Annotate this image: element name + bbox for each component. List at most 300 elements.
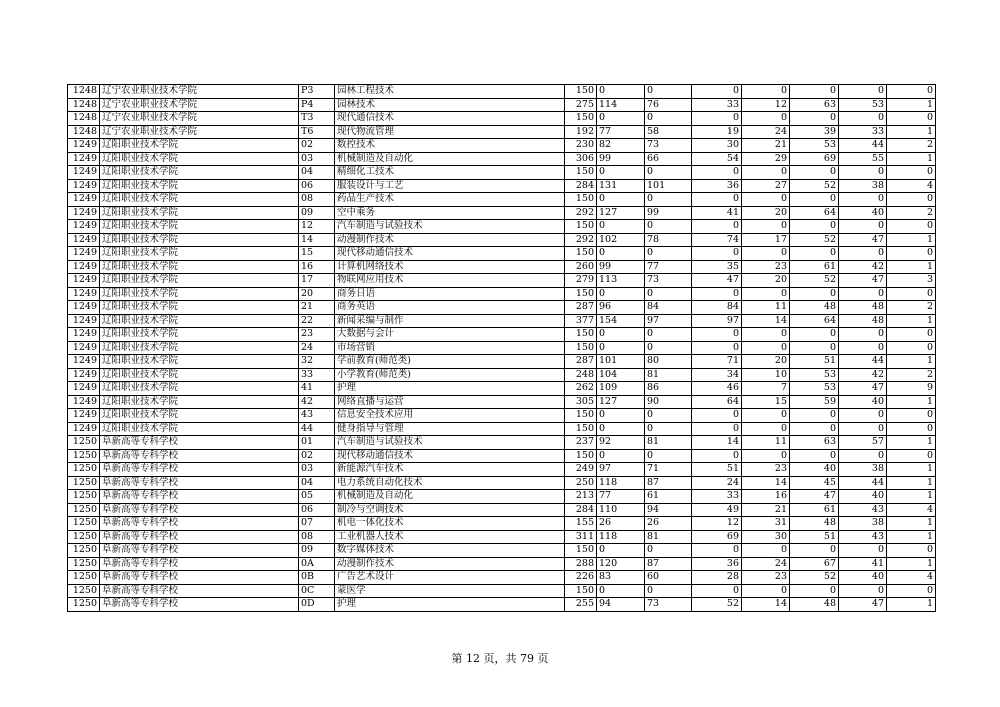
- cell-col-10: 0: [790, 166, 839, 180]
- cell-col-9: 17: [742, 233, 790, 247]
- cell-school-code: 1248: [68, 98, 100, 112]
- cell-major-name: 商务英语: [335, 301, 565, 315]
- cell-col-6: 0: [597, 584, 645, 598]
- cell-col-10: 0: [790, 247, 839, 261]
- cell-school-name: 阜新高等专科学校: [100, 584, 299, 598]
- cell-col-11: 57: [839, 436, 887, 450]
- cell-col-8: 0: [692, 166, 742, 180]
- cell-col-12: 9: [887, 382, 936, 396]
- cell-school-name: 阜新高等专科学校: [100, 571, 299, 585]
- cell-col-10: 52: [790, 571, 839, 585]
- cell-major-name: 精细化工技术: [335, 166, 565, 180]
- cell-col-8: 51: [692, 463, 742, 477]
- cell-col-9: 20: [742, 355, 790, 369]
- cell-col-10: 0: [790, 287, 839, 301]
- cell-school-code: 1249: [68, 193, 100, 207]
- cell-col-8: 36: [692, 557, 742, 571]
- cell-col-6: 127: [597, 395, 645, 409]
- cell-school-code: 1250: [68, 571, 100, 585]
- cell-plan-count: 287: [565, 355, 597, 369]
- cell-school-code: 1250: [68, 584, 100, 598]
- cell-col-10: 51: [790, 355, 839, 369]
- cell-school-name: 阜新高等专科学校: [100, 436, 299, 450]
- cell-col-12: 0: [887, 247, 936, 261]
- cell-col-7: 0: [645, 166, 692, 180]
- cell-col-12: 1: [887, 517, 936, 531]
- page-footer: 第 12 页，共 79 页: [451, 652, 549, 665]
- cell-major-code: 24: [299, 341, 335, 355]
- cell-school-name: 辽阳职业技术学院: [100, 287, 299, 301]
- cell-col-10: 64: [790, 314, 839, 328]
- cell-plan-count: 311: [565, 530, 597, 544]
- cell-col-11: 0: [839, 193, 887, 207]
- cell-major-name: 机电一体化技术: [335, 517, 565, 531]
- cell-major-name: 现代通信技术: [335, 112, 565, 126]
- cell-major-name: 小学教育(师范类): [335, 368, 565, 382]
- cell-school-name: 辽阳职业技术学院: [100, 395, 299, 409]
- cell-school-code: 1250: [68, 598, 100, 612]
- cell-col-8: 0: [692, 409, 742, 423]
- cell-col-9: 0: [742, 193, 790, 207]
- cell-school-name: 辽阳职业技术学院: [100, 220, 299, 234]
- cell-col-10: 0: [790, 341, 839, 355]
- cell-col-7: 26: [645, 517, 692, 531]
- cell-col-11: 0: [839, 449, 887, 463]
- cell-major-name: 汽车制造与试验技术: [335, 220, 565, 234]
- cell-col-6: 96: [597, 301, 645, 315]
- cell-major-name: 商务日语: [335, 287, 565, 301]
- cell-major-name: 动漫制作技术: [335, 557, 565, 571]
- cell-col-9: 20: [742, 206, 790, 220]
- cell-plan-count: 284: [565, 179, 597, 193]
- cell-school-name: 辽阳职业技术学院: [100, 328, 299, 342]
- cell-col-7: 0: [645, 341, 692, 355]
- cell-major-name: 制冷与空调技术: [335, 503, 565, 517]
- cell-plan-count: 150: [565, 328, 597, 342]
- cell-major-code: P4: [299, 98, 335, 112]
- cell-col-7: 0: [645, 328, 692, 342]
- cell-major-name: 服装设计与工艺: [335, 179, 565, 193]
- cell-col-7: 0: [645, 85, 692, 99]
- table-row: [68, 98, 936, 112]
- cell-major-name: 物联网应用技术: [335, 274, 565, 288]
- table-row: [68, 598, 936, 612]
- cell-major-name: 动漫制作技术: [335, 233, 565, 247]
- table-row: [68, 179, 936, 193]
- cell-plan-count: 255: [565, 598, 597, 612]
- cell-col-6: 99: [597, 260, 645, 274]
- cell-plan-count: 284: [565, 503, 597, 517]
- cell-school-code: 1249: [68, 233, 100, 247]
- cell-col-7: 86: [645, 382, 692, 396]
- cell-col-7: 101: [645, 179, 692, 193]
- cell-col-9: 21: [742, 503, 790, 517]
- cell-col-8: 33: [692, 98, 742, 112]
- table-row: [68, 152, 936, 166]
- cell-col-11: 44: [839, 355, 887, 369]
- cell-col-12: 1: [887, 395, 936, 409]
- cell-school-code: 1249: [68, 274, 100, 288]
- cell-col-11: 48: [839, 314, 887, 328]
- cell-major-code: 03: [299, 463, 335, 477]
- cell-col-12: 2: [887, 206, 936, 220]
- cell-col-8: 52: [692, 598, 742, 612]
- table-row: [68, 503, 936, 517]
- cell-major-name: 数字媒体技术: [335, 544, 565, 558]
- cell-col-9: 21: [742, 139, 790, 153]
- cell-col-8: 0: [692, 247, 742, 261]
- cell-col-9: 0: [742, 584, 790, 598]
- cell-col-9: 0: [742, 449, 790, 463]
- cell-col-8: 71: [692, 355, 742, 369]
- cell-col-9: 16: [742, 490, 790, 504]
- cell-col-6: 77: [597, 125, 645, 139]
- cell-col-7: 87: [645, 557, 692, 571]
- cell-col-10: 0: [790, 112, 839, 126]
- table-row: [68, 382, 936, 396]
- cell-major-code: 0B: [299, 571, 335, 585]
- cell-major-name: 网络直播与运营: [335, 395, 565, 409]
- cell-major-name: 电力系统自动化技术: [335, 476, 565, 490]
- table-row: [68, 544, 936, 558]
- cell-col-9: 15: [742, 395, 790, 409]
- cell-school-code: 1249: [68, 355, 100, 369]
- table-row: [68, 530, 936, 544]
- cell-col-7: 0: [645, 544, 692, 558]
- cell-col-8: 0: [692, 193, 742, 207]
- cell-school-name: 辽阳职业技术学院: [100, 166, 299, 180]
- cell-col-12: 1: [887, 233, 936, 247]
- cell-col-7: 90: [645, 395, 692, 409]
- cell-col-8: 49: [692, 503, 742, 517]
- cell-col-11: 0: [839, 287, 887, 301]
- cell-school-name: 阜新高等专科学校: [100, 598, 299, 612]
- cell-col-9: 11: [742, 436, 790, 450]
- cell-col-8: 24: [692, 476, 742, 490]
- cell-school-code: 1248: [68, 85, 100, 99]
- cell-school-name: 辽宁农业职业技术学院: [100, 85, 299, 99]
- table-row: [68, 584, 936, 598]
- table-row: [68, 557, 936, 571]
- cell-col-11: 40: [839, 395, 887, 409]
- cell-school-code: 1250: [68, 449, 100, 463]
- cell-col-10: 53: [790, 368, 839, 382]
- cell-plan-count: 192: [565, 125, 597, 139]
- cell-school-name: 辽宁农业职业技术学院: [100, 98, 299, 112]
- table-row: [68, 328, 936, 342]
- cell-school-name: 辽阳职业技术学院: [100, 247, 299, 261]
- cell-col-9: 0: [742, 544, 790, 558]
- cell-col-8: 36: [692, 179, 742, 193]
- cell-col-6: 0: [597, 328, 645, 342]
- cell-school-code: 1249: [68, 382, 100, 396]
- cell-major-name: 工业机器人技术: [335, 530, 565, 544]
- cell-major-name: 护理: [335, 382, 565, 396]
- cell-col-7: 73: [645, 598, 692, 612]
- cell-col-11: 47: [839, 382, 887, 396]
- cell-col-7: 97: [645, 314, 692, 328]
- cell-major-code: 06: [299, 179, 335, 193]
- cell-col-8: 74: [692, 233, 742, 247]
- cell-school-name: 辽阳职业技术学院: [100, 179, 299, 193]
- cell-col-12: 0: [887, 409, 936, 423]
- cell-col-7: 99: [645, 206, 692, 220]
- cell-col-8: 35: [692, 260, 742, 274]
- table-row: [68, 112, 936, 126]
- cell-plan-count: 275: [565, 98, 597, 112]
- cell-plan-count: 292: [565, 233, 597, 247]
- cell-col-6: 0: [597, 247, 645, 261]
- cell-col-10: 63: [790, 98, 839, 112]
- cell-major-code: 08: [299, 530, 335, 544]
- cell-col-12: 1: [887, 314, 936, 328]
- cell-col-11: 0: [839, 166, 887, 180]
- cell-major-name: 汽车制造与试验技术: [335, 436, 565, 450]
- table-row: [68, 274, 936, 288]
- cell-col-7: 80: [645, 355, 692, 369]
- cell-col-9: 27: [742, 179, 790, 193]
- cell-col-11: 40: [839, 571, 887, 585]
- cell-col-11: 0: [839, 247, 887, 261]
- cell-col-6: 77: [597, 490, 645, 504]
- cell-school-code: 1249: [68, 287, 100, 301]
- cell-major-code: 04: [299, 166, 335, 180]
- cell-major-code: 0C: [299, 584, 335, 598]
- cell-col-10: 61: [790, 503, 839, 517]
- cell-col-7: 66: [645, 152, 692, 166]
- cell-major-name: 信息安全技术应用: [335, 409, 565, 423]
- cell-school-code: 1249: [68, 206, 100, 220]
- cell-col-11: 48: [839, 301, 887, 315]
- cell-col-8: 84: [692, 301, 742, 315]
- cell-col-8: 47: [692, 274, 742, 288]
- table-row: [68, 220, 936, 234]
- cell-col-9: 23: [742, 463, 790, 477]
- table-row: [68, 395, 936, 409]
- cell-major-name: 新闻采编与制作: [335, 314, 565, 328]
- cell-plan-count: 150: [565, 422, 597, 436]
- cell-col-8: 14: [692, 436, 742, 450]
- cell-plan-count: 377: [565, 314, 597, 328]
- cell-col-10: 47: [790, 490, 839, 504]
- cell-col-10: 45: [790, 476, 839, 490]
- cell-col-6: 99: [597, 152, 645, 166]
- cell-col-7: 76: [645, 98, 692, 112]
- cell-major-code: 33: [299, 368, 335, 382]
- cell-col-11: 0: [839, 328, 887, 342]
- cell-col-10: 67: [790, 557, 839, 571]
- cell-plan-count: 287: [565, 301, 597, 315]
- cell-col-10: 52: [790, 274, 839, 288]
- cell-major-name: 机械制造及自动化: [335, 152, 565, 166]
- cell-col-10: 48: [790, 598, 839, 612]
- cell-col-7: 77: [645, 260, 692, 274]
- cell-col-8: 0: [692, 422, 742, 436]
- cell-col-11: 41: [839, 557, 887, 571]
- cell-school-code: 1248: [68, 125, 100, 139]
- cell-plan-count: 260: [565, 260, 597, 274]
- cell-col-12: 0: [887, 328, 936, 342]
- table-row: [68, 247, 936, 261]
- cell-col-12: 1: [887, 98, 936, 112]
- cell-major-code: 12: [299, 220, 335, 234]
- cell-col-7: 0: [645, 247, 692, 261]
- cell-col-6: 118: [597, 530, 645, 544]
- cell-col-7: 0: [645, 584, 692, 598]
- cell-col-6: 131: [597, 179, 645, 193]
- cell-major-code: P3: [299, 85, 335, 99]
- cell-major-name: 市场营销: [335, 341, 565, 355]
- cell-col-6: 0: [597, 166, 645, 180]
- cell-col-12: 0: [887, 112, 936, 126]
- cell-col-6: 0: [597, 341, 645, 355]
- cell-school-code: 1250: [68, 503, 100, 517]
- cell-major-code: 15: [299, 247, 335, 261]
- cell-plan-count: 150: [565, 409, 597, 423]
- table-row: [68, 463, 936, 477]
- cell-col-9: 20: [742, 274, 790, 288]
- cell-col-10: 0: [790, 449, 839, 463]
- table-row: [68, 301, 936, 315]
- cell-major-code: 0A: [299, 557, 335, 571]
- cell-col-6: 0: [597, 85, 645, 99]
- cell-col-6: 0: [597, 112, 645, 126]
- cell-major-name: 学前教育(师范类): [335, 355, 565, 369]
- cell-col-10: 61: [790, 260, 839, 274]
- cell-school-code: 1249: [68, 152, 100, 166]
- cell-col-6: 109: [597, 382, 645, 396]
- cell-school-code: 1249: [68, 301, 100, 315]
- cell-col-9: 31: [742, 517, 790, 531]
- table-row: [68, 476, 936, 490]
- cell-col-12: 0: [887, 193, 936, 207]
- cell-school-name: 阜新高等专科学校: [100, 449, 299, 463]
- cell-col-6: 120: [597, 557, 645, 571]
- cell-school-code: 1249: [68, 139, 100, 153]
- cell-col-6: 118: [597, 476, 645, 490]
- cell-col-9: 0: [742, 341, 790, 355]
- cell-col-12: 1: [887, 436, 936, 450]
- cell-major-name: 大数据与会计: [335, 328, 565, 342]
- cell-col-6: 0: [597, 193, 645, 207]
- cell-col-10: 0: [790, 328, 839, 342]
- table-row: [68, 355, 936, 369]
- cell-school-code: 1249: [68, 368, 100, 382]
- cell-school-name: 辽阳职业技术学院: [100, 382, 299, 396]
- cell-major-name: 新能源汽车技术: [335, 463, 565, 477]
- cell-col-12: 1: [887, 557, 936, 571]
- table-row: [68, 490, 936, 504]
- cell-plan-count: 213: [565, 490, 597, 504]
- cell-school-name: 辽阳职业技术学院: [100, 409, 299, 423]
- cell-col-10: 0: [790, 422, 839, 436]
- cell-col-6: 110: [597, 503, 645, 517]
- cell-col-6: 0: [597, 220, 645, 234]
- cell-plan-count: 248: [565, 368, 597, 382]
- cell-school-name: 辽宁农业职业技术学院: [100, 125, 299, 139]
- cell-col-12: 0: [887, 85, 936, 99]
- cell-col-11: 44: [839, 476, 887, 490]
- cell-major-code: T3: [299, 112, 335, 126]
- cell-col-12: 1: [887, 463, 936, 477]
- cell-school-name: 辽阳职业技术学院: [100, 274, 299, 288]
- cell-col-11: 38: [839, 517, 887, 531]
- cell-plan-count: 150: [565, 449, 597, 463]
- cell-col-10: 48: [790, 301, 839, 315]
- table-row: [68, 314, 936, 328]
- cell-col-11: 40: [839, 490, 887, 504]
- cell-col-7: 81: [645, 530, 692, 544]
- cell-major-name: 园林工程技术: [335, 85, 565, 99]
- cell-school-code: 1249: [68, 341, 100, 355]
- cell-col-11: 0: [839, 409, 887, 423]
- cell-plan-count: 292: [565, 206, 597, 220]
- cell-major-code: 09: [299, 544, 335, 558]
- table-row: [68, 206, 936, 220]
- table-row: [68, 449, 936, 463]
- cell-major-code: 16: [299, 260, 335, 274]
- cell-col-11: 40: [839, 206, 887, 220]
- cell-col-9: 7: [742, 382, 790, 396]
- table-row: [68, 233, 936, 247]
- cell-school-code: 1249: [68, 328, 100, 342]
- cell-col-10: 0: [790, 409, 839, 423]
- cell-col-11: 55: [839, 152, 887, 166]
- cell-col-10: 40: [790, 463, 839, 477]
- cell-col-8: 0: [692, 112, 742, 126]
- cell-col-11: 0: [839, 341, 887, 355]
- cell-col-10: 0: [790, 220, 839, 234]
- cell-col-12: 1: [887, 476, 936, 490]
- table-row: [68, 85, 936, 99]
- cell-col-7: 0: [645, 287, 692, 301]
- cell-school-name: 辽阳职业技术学院: [100, 368, 299, 382]
- cell-col-8: 0: [692, 220, 742, 234]
- cell-col-8: 46: [692, 382, 742, 396]
- cell-col-12: 0: [887, 166, 936, 180]
- cell-major-code: 02: [299, 449, 335, 463]
- cell-plan-count: 249: [565, 463, 597, 477]
- table-row: [68, 571, 936, 585]
- cell-col-9: 0: [742, 409, 790, 423]
- cell-col-8: 0: [692, 544, 742, 558]
- cell-school-code: 1249: [68, 422, 100, 436]
- cell-col-11: 0: [839, 85, 887, 99]
- cell-col-7: 94: [645, 503, 692, 517]
- cell-col-7: 71: [645, 463, 692, 477]
- cell-col-9: 14: [742, 476, 790, 490]
- cell-col-8: 0: [692, 341, 742, 355]
- cell-school-code: 1249: [68, 314, 100, 328]
- cell-col-7: 0: [645, 449, 692, 463]
- cell-col-8: 0: [692, 449, 742, 463]
- cell-plan-count: 150: [565, 166, 597, 180]
- cell-col-10: 69: [790, 152, 839, 166]
- cell-col-8: 54: [692, 152, 742, 166]
- cell-col-11: 0: [839, 220, 887, 234]
- cell-col-7: 0: [645, 409, 692, 423]
- cell-col-8: 0: [692, 287, 742, 301]
- cell-school-code: 1248: [68, 112, 100, 126]
- cell-col-10: 53: [790, 139, 839, 153]
- cell-col-9: 23: [742, 571, 790, 585]
- cell-major-name: 现代移动通信技术: [335, 449, 565, 463]
- cell-col-9: 14: [742, 598, 790, 612]
- cell-major-code: 22: [299, 314, 335, 328]
- cell-school-name: 辽阳职业技术学院: [100, 422, 299, 436]
- cell-col-11: 42: [839, 368, 887, 382]
- cell-col-11: 33: [839, 125, 887, 139]
